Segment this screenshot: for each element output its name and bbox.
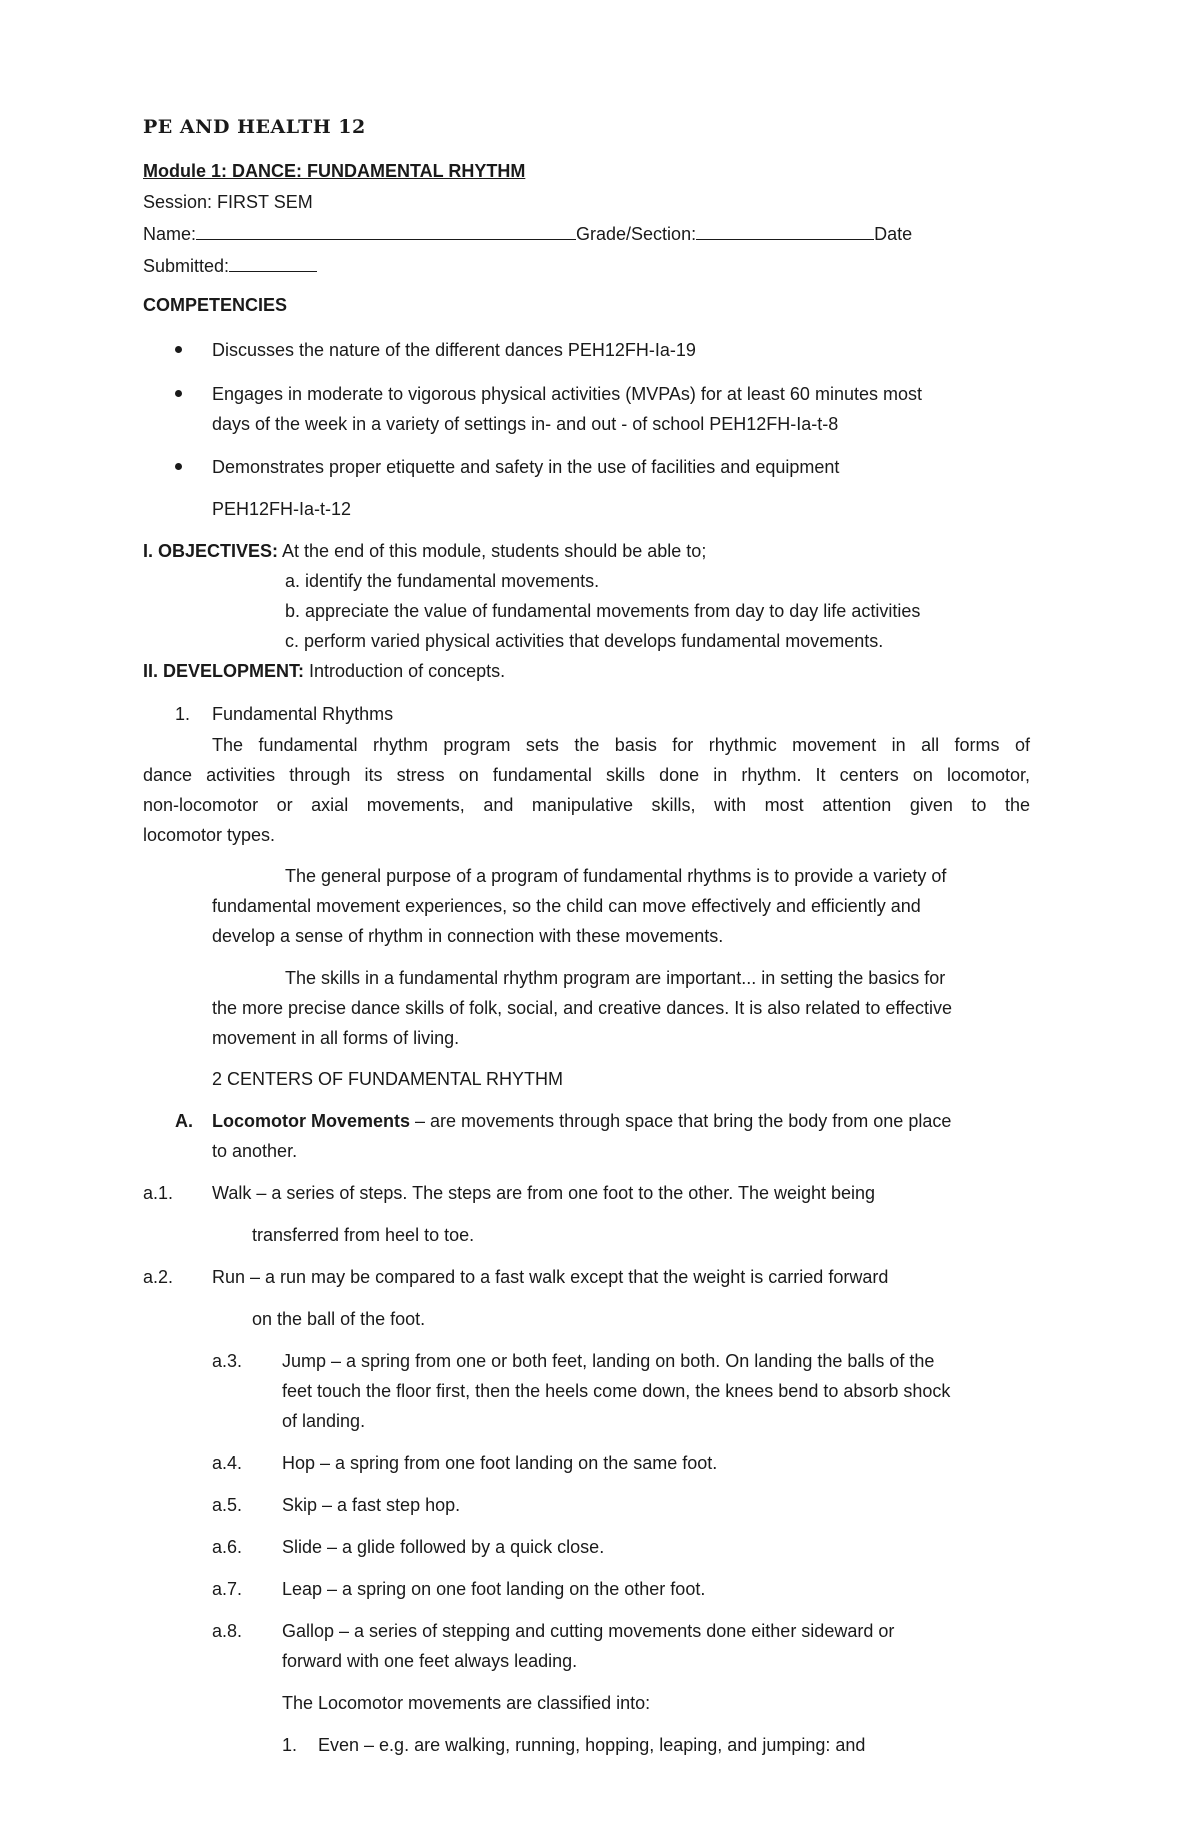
objectives-line xyxy=(143,542,706,560)
paragraph-line: the more precise dance skills of folk, social, and creative dances. It is also related to effective xyxy=(212,998,953,1018)
item-number: a.8. xyxy=(212,1621,243,1641)
locomotor-item-cont: feet touch the floor first, then the heels come down, the knees bend to absorb shock xyxy=(282,1381,951,1401)
grade-section-input-line[interactable] xyxy=(696,223,874,240)
item-number: a.1. xyxy=(143,1183,174,1203)
submitted-field-row xyxy=(143,255,317,275)
item-number: a.5. xyxy=(212,1495,243,1515)
locomotor-item-cont: transferred from heel to toe. xyxy=(252,1225,475,1245)
item-number: a.3. xyxy=(212,1351,243,1371)
competency-item: Demonstrates proper etiquette and safety in the use of facilities and equipment xyxy=(212,457,840,477)
competency-item: Engages in moderate to vigorous physical activities (MVPAs) for at least 60 minutes most xyxy=(212,384,922,404)
centers-heading: 2 CENTERS OF FUNDAMENTAL RHYTHM xyxy=(212,1069,564,1089)
locomotor-letter: A. xyxy=(175,1111,193,1131)
locomotor-item: Run – a run may be compared to a fast walk except that the weight is carried forward xyxy=(212,1267,889,1287)
paragraph-line: movement in all forms of living. xyxy=(212,1028,460,1048)
item-number: 1. xyxy=(282,1735,298,1755)
development-label: II. DEVELOPMENT: xyxy=(143,661,305,681)
classification-item: Even – e.g. are walking, running, hopping, leaping, and jumping: and xyxy=(318,1735,866,1755)
paragraph-line: develop a sense of rhythm in connection with these movements. xyxy=(212,926,724,946)
session-line: Session: FIRST SEM xyxy=(143,192,313,212)
item-number: a.6. xyxy=(212,1537,243,1557)
objectives-label: I. OBJECTIVES: xyxy=(143,541,279,561)
locomotor-item: Skip – a fast step hop. xyxy=(282,1495,461,1515)
name-input-line[interactable] xyxy=(196,223,576,240)
section-heading: Fundamental Rhythms xyxy=(212,704,394,724)
locomotor-definition xyxy=(212,1112,951,1130)
document-title: PE AND HEALTH 12 xyxy=(143,116,366,138)
objective-item: a. identify the fundamental movements. xyxy=(285,571,600,591)
locomotor-definition-cont: to another. xyxy=(212,1141,298,1161)
locomotor-item: Jump – a spring from one or both feet, landing on both. On landing the balls of the xyxy=(282,1351,935,1371)
locomotor-item: Hop – a spring from one foot landing on the same foot. xyxy=(282,1453,718,1473)
competencies-heading: COMPETENCIES xyxy=(143,295,288,315)
paragraph-line: fundamental movement experiences, so the child can move effectively and efficiently and xyxy=(212,896,921,916)
submitted-input-line[interactable] xyxy=(229,255,317,272)
objectives-intro: At the end of this module, students should be able to; xyxy=(278,541,707,561)
paragraph-line: The general purpose of a program of fundamental rhythms is to provide a variety of xyxy=(285,866,947,886)
bullet-icon xyxy=(175,463,182,470)
locomotor-item: Gallop – a series of stepping and cutting movements done either sideward or xyxy=(282,1621,895,1641)
module-title: Module 1: DANCE: FUNDAMENTAL RHYTHM xyxy=(143,161,526,181)
locomotor-item-cont: on the ball of the foot. xyxy=(252,1309,426,1329)
locomotor-item-cont: forward with one feet always leading. xyxy=(282,1651,578,1671)
paragraph-line: The skills in a fundamental rhythm program are important... in setting the basics for xyxy=(285,968,946,988)
paragraph-line: dance activities through its stress on fundamental skills done in rhythm. It centers on locomotor, xyxy=(143,765,1030,785)
competency-item: Discusses the nature of the different dances PEH12FH-Ia-19 xyxy=(212,340,696,360)
section-number: 1. xyxy=(175,704,191,724)
development-intro: Introduction of concepts. xyxy=(304,661,506,681)
date-label: Date xyxy=(874,224,913,244)
bullet-icon xyxy=(175,346,182,353)
objective-item: b. appreciate the value of fundamental movements from day to day life activities xyxy=(285,601,921,621)
grade-section-label: Grade/Section: xyxy=(576,224,697,244)
classification-heading: The Locomotor movements are classified into: xyxy=(282,1693,651,1713)
competency-code: PEH12FH-Ia-t-12 xyxy=(212,499,352,519)
item-number: a.4. xyxy=(212,1453,243,1473)
name-label: Name: xyxy=(143,224,197,244)
item-number: a.7. xyxy=(212,1579,243,1599)
item-number: a.2. xyxy=(143,1267,174,1287)
competency-item-cont: days of the week in a variety of settings in- and out - of school PEH12FH-Ia-t-8 xyxy=(212,414,839,434)
bullet-icon xyxy=(175,390,182,397)
locomotor-item: Walk – a series of steps. The steps are from one foot to the other. The weight being xyxy=(212,1183,876,1203)
paragraph-line: The fundamental rhythm program sets the basis for rhythmic movement in all forms of xyxy=(212,735,1030,755)
locomotor-item: Leap – a spring on one foot landing on the other foot. xyxy=(282,1579,706,1599)
objective-item: c. perform varied physical activities that develops fundamental movements. xyxy=(285,631,884,651)
locomotor-term: Locomotor Movements xyxy=(212,1111,411,1131)
paragraph-line: locomotor types. xyxy=(143,825,276,845)
development-line xyxy=(143,662,505,680)
locomotor-definition-text: – are movements through space that bring the body from one place xyxy=(410,1111,952,1131)
paragraph-line: non-locomotor or axial movements, and manipulative skills, with most attention given to the xyxy=(143,795,1030,815)
locomotor-item: Slide – a glide followed by a quick close. xyxy=(282,1537,605,1557)
submitted-label: Submitted: xyxy=(143,256,230,276)
locomotor-item-cont: of landing. xyxy=(282,1411,366,1431)
name-field-row xyxy=(143,223,912,243)
